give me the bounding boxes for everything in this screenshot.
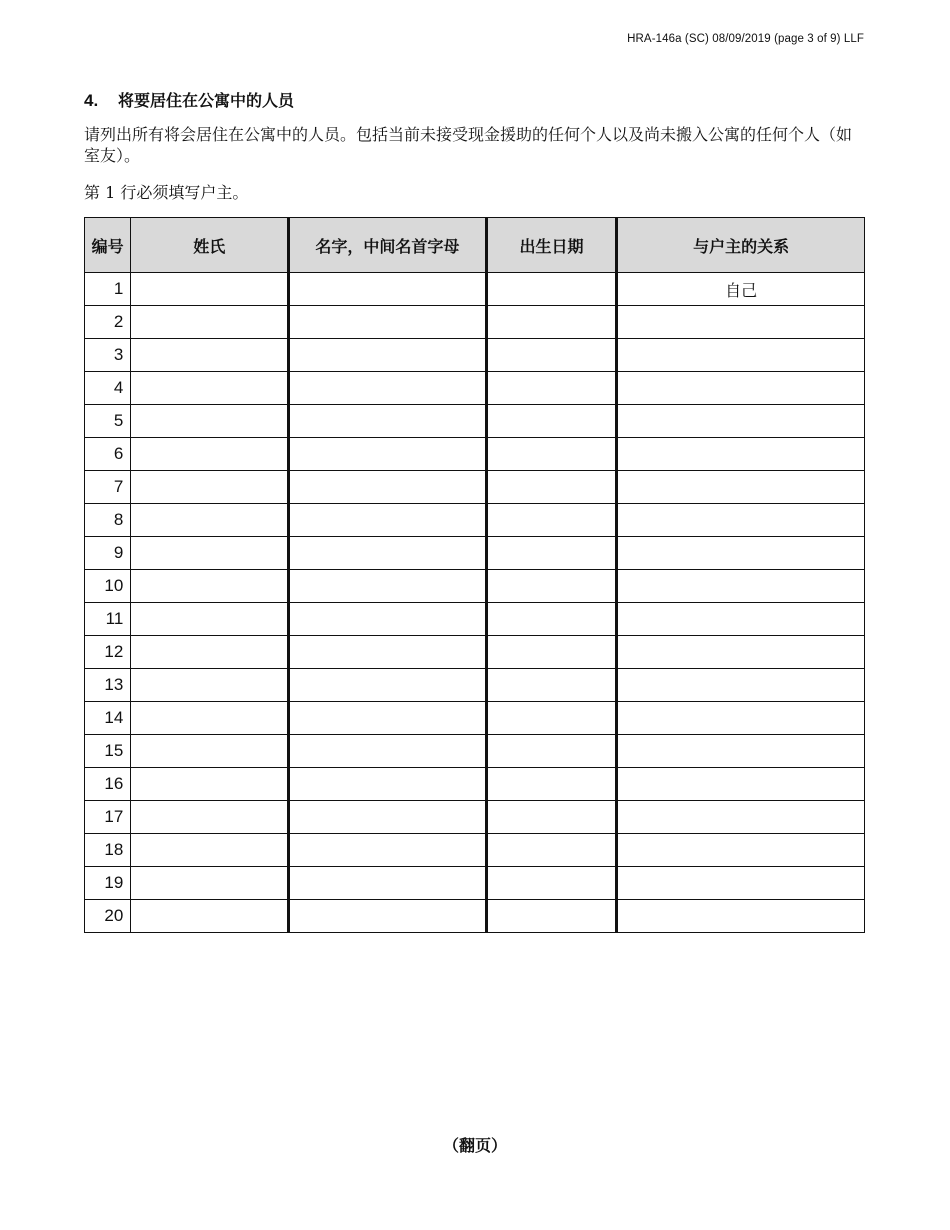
last-name-cell[interactable] [131, 900, 289, 933]
first-name-cell[interactable] [289, 867, 486, 900]
form-id: HRA-146a (SC) 08/09/2019 (page 3 of 9) LLF [627, 33, 864, 45]
first-name-cell[interactable] [289, 405, 486, 438]
date-of-birth-cell[interactable] [486, 504, 617, 537]
row-number: 20 [85, 900, 131, 933]
last-name-cell[interactable] [131, 339, 289, 372]
header-relationship: 与户主的关系 [617, 218, 865, 273]
header-first-name: 名字，中间名首字母 [289, 218, 486, 273]
last-name-cell[interactable] [131, 537, 289, 570]
relationship-cell[interactable] [617, 504, 865, 537]
first-name-cell[interactable] [289, 504, 486, 537]
section-title: 将要居住在公寓中的人员 [118, 91, 295, 110]
row-number: 16 [85, 768, 131, 801]
first-name-cell[interactable] [289, 471, 486, 504]
date-of-birth-cell[interactable] [486, 570, 617, 603]
relationship-cell[interactable] [617, 867, 865, 900]
table-body [85, 273, 865, 933]
table-row [85, 306, 865, 339]
last-name-cell[interactable] [131, 570, 289, 603]
first-name-cell[interactable] [289, 834, 486, 867]
relationship-cell[interactable] [617, 405, 865, 438]
relationship-cell[interactable] [617, 834, 865, 867]
relationship-cell[interactable] [617, 306, 865, 339]
table-row [85, 570, 865, 603]
first-name-cell[interactable] [289, 438, 486, 471]
table-row [85, 834, 865, 867]
date-of-birth-cell[interactable] [486, 669, 617, 702]
last-name-cell[interactable] [131, 405, 289, 438]
table-row [85, 438, 865, 471]
table-row [85, 372, 865, 405]
last-name-cell[interactable] [131, 735, 289, 768]
date-of-birth-cell[interactable] [486, 867, 617, 900]
row-number: 7 [85, 471, 131, 504]
relationship-cell[interactable] [617, 636, 865, 669]
last-name-cell[interactable] [131, 702, 289, 735]
date-of-birth-cell[interactable] [486, 603, 617, 636]
table-row [85, 537, 865, 570]
last-name-cell[interactable] [131, 471, 289, 504]
row-number: 11 [85, 603, 131, 636]
relationship-cell[interactable] [617, 801, 865, 834]
first-name-cell[interactable] [289, 603, 486, 636]
row-number: 3 [85, 339, 131, 372]
relationship-cell[interactable] [617, 537, 865, 570]
date-of-birth-cell[interactable] [486, 768, 617, 801]
row-number: 6 [85, 438, 131, 471]
date-of-birth-cell[interactable] [486, 306, 617, 339]
row-number: 1 [85, 273, 131, 306]
relationship-cell[interactable] [617, 603, 865, 636]
first-name-cell[interactable] [289, 768, 486, 801]
first-name-cell[interactable] [289, 801, 486, 834]
relationship-cell[interactable]: 自己 [617, 273, 865, 306]
line1-note: 第 1 行必须填写户主。 [84, 183, 249, 202]
date-of-birth-cell[interactable] [486, 801, 617, 834]
table-row [85, 702, 865, 735]
header-last-name: 姓氏 [131, 218, 289, 273]
table-row [85, 273, 865, 306]
relationship-cell[interactable] [617, 339, 865, 372]
table-row [85, 471, 865, 504]
date-of-birth-cell[interactable] [486, 471, 617, 504]
last-name-cell[interactable] [131, 504, 289, 537]
row-number: 2 [85, 306, 131, 339]
date-of-birth-cell[interactable] [486, 273, 617, 306]
date-of-birth-cell[interactable] [486, 537, 617, 570]
last-name-cell[interactable] [131, 372, 289, 405]
first-name-cell[interactable] [289, 339, 486, 372]
relationship-cell[interactable] [617, 900, 865, 933]
last-name-cell[interactable] [131, 306, 289, 339]
last-name-cell[interactable] [131, 273, 289, 306]
row-number: 17 [85, 801, 131, 834]
date-of-birth-cell[interactable] [486, 339, 617, 372]
first-name-cell[interactable] [289, 273, 486, 306]
table-row [85, 339, 865, 372]
relationship-cell[interactable] [617, 735, 865, 768]
table-row [85, 801, 865, 834]
table-row [85, 900, 865, 933]
relationship-cell[interactable] [617, 669, 865, 702]
relationship-cell[interactable] [617, 471, 865, 504]
first-name-cell[interactable] [289, 735, 486, 768]
row-number: 10 [85, 570, 131, 603]
last-name-cell[interactable] [131, 768, 289, 801]
first-name-cell[interactable] [289, 636, 486, 669]
first-name-cell[interactable] [289, 570, 486, 603]
row-number: 14 [85, 702, 131, 735]
relationship-cell[interactable] [617, 768, 865, 801]
table-row [85, 867, 865, 900]
row-number: 19 [85, 867, 131, 900]
relationship-cell[interactable] [617, 570, 865, 603]
table-row [85, 504, 865, 537]
row-number: 5 [85, 405, 131, 438]
date-of-birth-cell[interactable] [486, 438, 617, 471]
first-name-cell[interactable] [289, 702, 486, 735]
row-number: 12 [85, 636, 131, 669]
row-number: 9 [85, 537, 131, 570]
table-row [85, 735, 865, 768]
table-row [85, 603, 865, 636]
relationship-cell[interactable] [617, 438, 865, 471]
last-name-cell[interactable] [131, 636, 289, 669]
date-of-birth-cell[interactable] [486, 372, 617, 405]
row-number: 18 [85, 834, 131, 867]
date-of-birth-cell[interactable] [486, 405, 617, 438]
first-name-cell[interactable] [289, 372, 486, 405]
first-name-cell[interactable] [289, 537, 486, 570]
turn-page-note: （翻页） [442, 1136, 507, 1155]
residents-table [84, 217, 865, 933]
date-of-birth-cell[interactable] [486, 735, 617, 768]
section-instructions: 请列出所有将会居住在公寓中的人员。包括当前未接受现金援助的任何个人以及尚未搬入公寓的任何个人（如室友）。 [84, 125, 853, 165]
last-name-cell[interactable] [131, 801, 289, 834]
date-of-birth-cell[interactable] [486, 636, 617, 669]
header-number: 编号 [85, 218, 131, 273]
section-number: 4. [84, 91, 99, 110]
row-number: 8 [85, 504, 131, 537]
last-name-cell[interactable] [131, 867, 289, 900]
row-number: 13 [85, 669, 131, 702]
table-row [85, 669, 865, 702]
first-name-cell[interactable] [289, 306, 486, 339]
date-of-birth-cell[interactable] [486, 834, 617, 867]
last-name-cell[interactable] [131, 438, 289, 471]
table-row [85, 768, 865, 801]
row-number: 4 [85, 372, 131, 405]
table-header-row [85, 218, 865, 273]
row-number: 15 [85, 735, 131, 768]
last-name-cell[interactable] [131, 834, 289, 867]
table-row [85, 636, 865, 669]
relationship-cell[interactable] [617, 702, 865, 735]
date-of-birth-cell[interactable] [486, 702, 617, 735]
table-row [85, 405, 865, 438]
relationship-cell[interactable] [617, 372, 865, 405]
first-name-cell[interactable] [289, 900, 486, 933]
date-of-birth-cell[interactable] [486, 900, 617, 933]
section-heading [84, 88, 294, 111]
last-name-cell[interactable] [131, 669, 289, 702]
header-date-of-birth: 出生日期 [486, 218, 617, 273]
first-name-cell[interactable] [289, 669, 486, 702]
last-name-cell[interactable] [131, 603, 289, 636]
